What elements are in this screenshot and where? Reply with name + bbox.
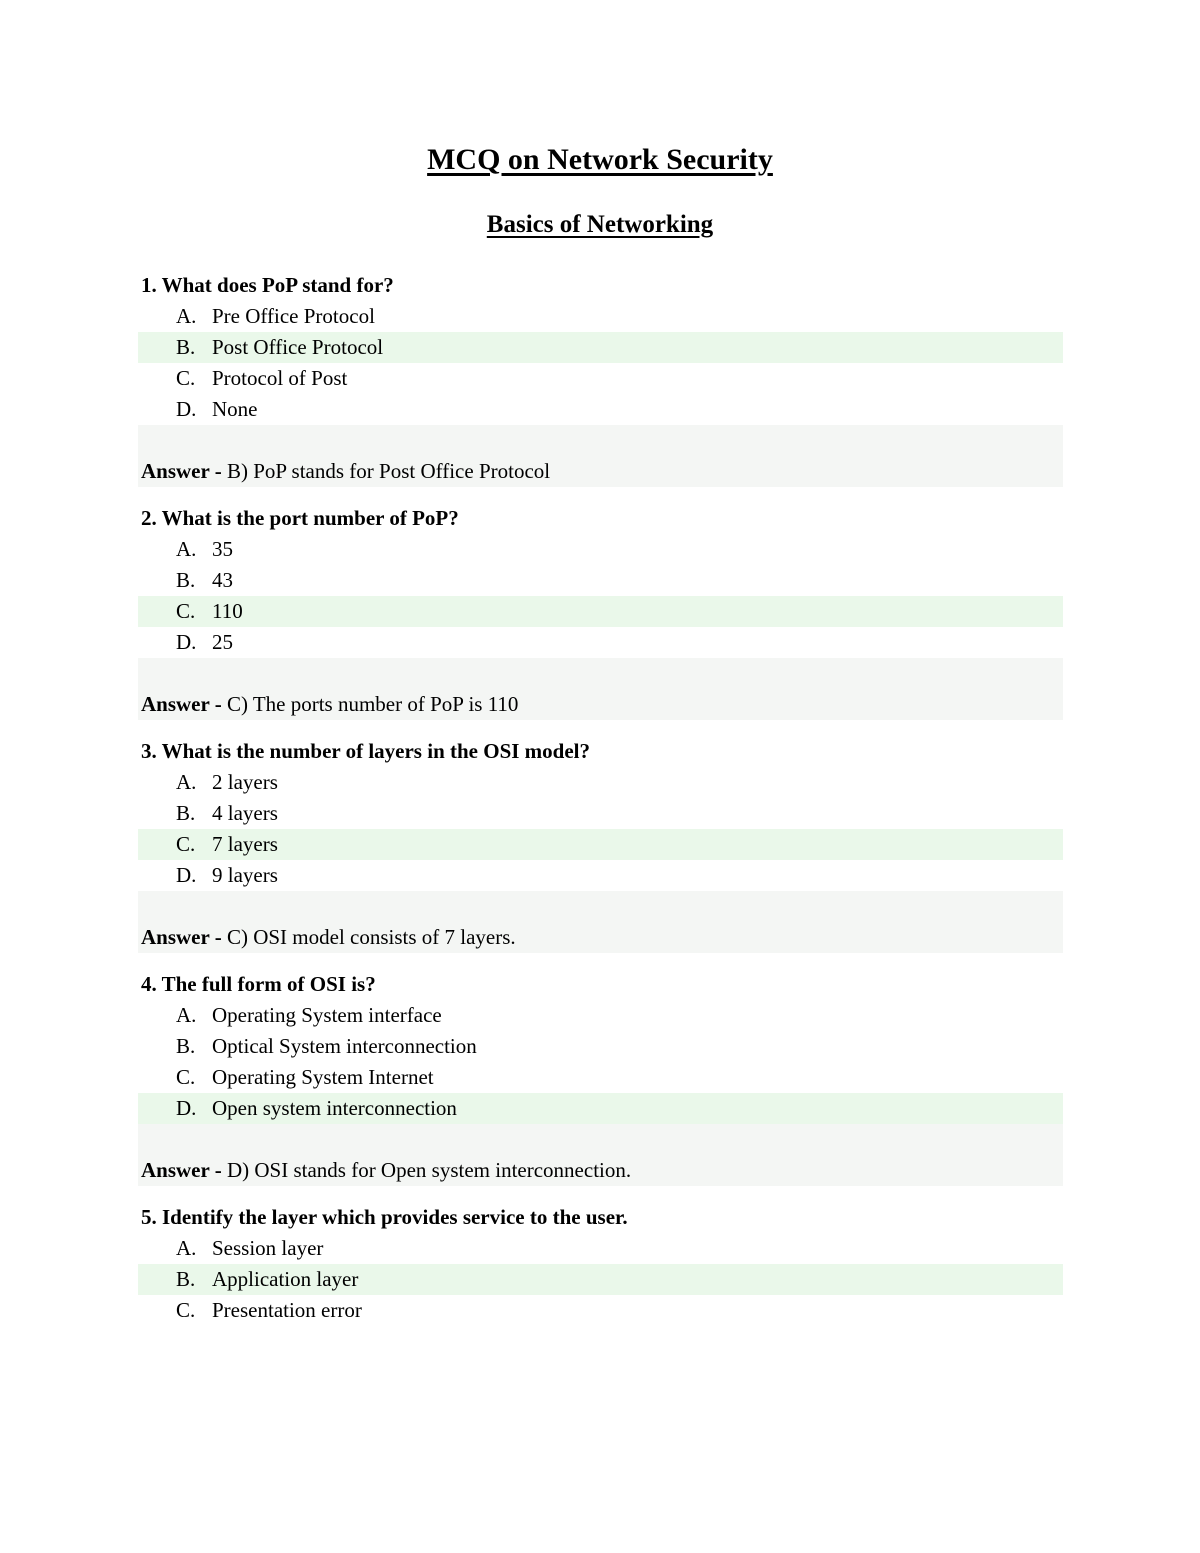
option-list — [138, 1233, 1063, 1326]
answer-box — [138, 658, 1063, 720]
option-text: 43 — [212, 568, 233, 592]
option-letter: A. — [176, 770, 197, 794]
answer-line — [141, 922, 516, 953]
option-d — [138, 860, 1063, 891]
question-text — [138, 270, 1063, 301]
option-letter: B. — [176, 335, 196, 359]
question-text — [138, 1202, 1063, 1233]
section-heading: Basics of Networking — [486, 211, 714, 238]
option-list — [138, 534, 1063, 658]
option-text: Operating System Internet — [212, 1065, 434, 1089]
question-3 — [138, 736, 1063, 953]
answer-label: Answer - — [141, 459, 227, 483]
option-text: 35 — [212, 537, 233, 561]
question-text — [138, 736, 1063, 767]
option-letter: A. — [176, 1003, 197, 1027]
option-letter: B. — [176, 1267, 196, 1291]
option-b — [138, 565, 1063, 596]
option-text: Presentation error — [212, 1298, 362, 1322]
question-text — [138, 503, 1063, 534]
option-letter: D. — [176, 630, 197, 654]
option-a — [138, 534, 1063, 565]
answer-label: Answer - — [141, 1158, 227, 1182]
answer-box — [138, 425, 1063, 487]
option-d — [138, 627, 1063, 658]
answer-line — [141, 689, 518, 720]
option-c — [138, 363, 1063, 394]
option-text: Operating System interface — [212, 1003, 442, 1027]
answer-label: Answer - — [141, 925, 227, 949]
question-prompt: The full form of OSI is? — [161, 972, 376, 996]
option-a — [138, 1000, 1063, 1031]
option-letter: D. — [176, 1096, 197, 1120]
question-2 — [138, 503, 1063, 720]
option-text: Session layer — [212, 1236, 324, 1260]
option-list — [138, 767, 1063, 891]
option-letter: C. — [176, 1065, 196, 1089]
question-prompt: Identify the layer which provides service to the user. — [162, 1205, 628, 1229]
option-text: 110 — [212, 599, 243, 623]
option-c — [138, 1295, 1063, 1326]
option-text: 25 — [212, 630, 233, 654]
option-text: Pre Office Protocol — [212, 304, 375, 328]
option-text: Optical System interconnection — [212, 1034, 477, 1058]
option-letter: A. — [176, 537, 197, 561]
option-text: None — [212, 397, 258, 421]
option-letter: B. — [176, 568, 196, 592]
question-prompt: What is the port number of PoP? — [161, 506, 459, 530]
option-letter: C. — [176, 599, 196, 623]
answer-box — [138, 1124, 1063, 1186]
answer-label: Answer - — [141, 692, 227, 716]
option-text: 2 layers — [212, 770, 278, 794]
option-text: 4 layers — [212, 801, 278, 825]
option-letter: C. — [176, 832, 196, 856]
option-text: Protocol of Post — [212, 366, 348, 390]
option-c-correct — [138, 596, 1063, 627]
document-title: MCQ on Network Security — [427, 143, 773, 176]
option-text: Open system interconnection — [212, 1096, 457, 1120]
question-list — [138, 270, 1063, 1342]
answer-box — [138, 891, 1063, 953]
option-a — [138, 301, 1063, 332]
answer-line — [141, 456, 550, 487]
option-b — [138, 1031, 1063, 1062]
option-text: Post Office Protocol — [212, 335, 384, 359]
option-letter: B. — [176, 801, 196, 825]
answer-line — [141, 1155, 631, 1186]
option-letter: C. — [176, 366, 196, 390]
question-number: 4. — [141, 972, 157, 996]
option-d — [138, 394, 1063, 425]
question-5 — [138, 1202, 1063, 1326]
question-text — [138, 969, 1063, 1000]
option-letter: D. — [176, 863, 197, 887]
option-letter: A. — [176, 304, 197, 328]
option-letter: B. — [176, 1034, 196, 1058]
question-1 — [138, 270, 1063, 487]
question-4 — [138, 969, 1063, 1186]
option-text: 7 layers — [212, 832, 278, 856]
question-prompt: What is the number of layers in the OSI model? — [161, 739, 591, 763]
option-list — [138, 301, 1063, 425]
option-c — [138, 1062, 1063, 1093]
option-text: Application layer — [212, 1267, 359, 1291]
option-letter: A. — [176, 1236, 197, 1260]
question-prompt: What does PoP stand for? — [161, 273, 394, 297]
question-number: 2. — [141, 506, 157, 530]
question-number: 1. — [141, 273, 157, 297]
answer-text: C) OSI model consists of 7 layers. — [226, 925, 516, 949]
option-d-correct — [138, 1093, 1063, 1124]
answer-text: C) The ports number of PoP is 110 — [226, 692, 519, 716]
option-b — [138, 798, 1063, 829]
option-text: 9 layers — [212, 863, 278, 887]
option-c-correct — [138, 829, 1063, 860]
question-number: 5. — [141, 1205, 157, 1229]
answer-text: B) PoP stands for Post Office Protocol — [226, 459, 551, 483]
option-b-correct — [138, 1264, 1063, 1295]
option-letter: C. — [176, 1298, 196, 1322]
option-a — [138, 1233, 1063, 1264]
option-b-correct — [138, 332, 1063, 363]
option-letter: D. — [176, 397, 197, 421]
answer-text: D) OSI stands for Open system interconnection. — [226, 1158, 632, 1182]
option-list — [138, 1000, 1063, 1124]
question-number: 3. — [141, 739, 157, 763]
option-a — [138, 767, 1063, 798]
